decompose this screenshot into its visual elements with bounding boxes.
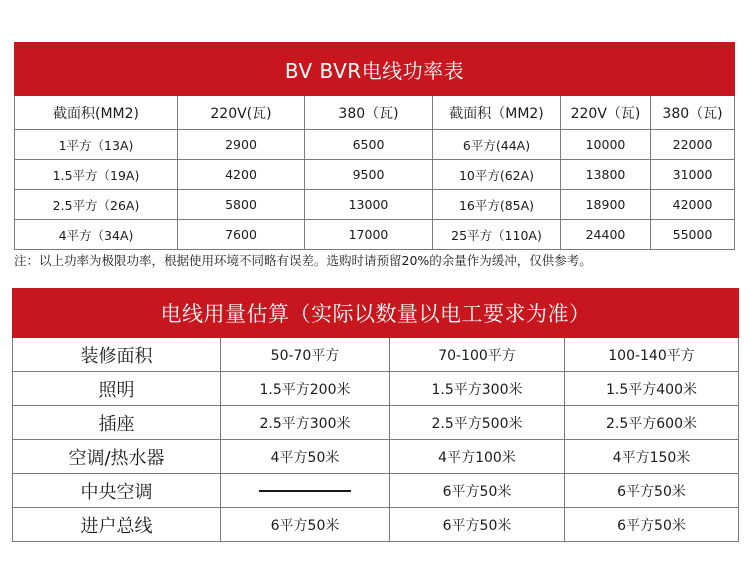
table-cell-empty xyxy=(221,474,390,508)
table-row xyxy=(13,440,739,474)
dash-line xyxy=(259,490,351,492)
table-cell: 2.5平方500米 xyxy=(390,406,565,440)
table-cell: 55000 xyxy=(651,220,735,250)
table-cell: 1.5平方400米 xyxy=(565,372,739,406)
table-cell: 7600 xyxy=(178,220,305,250)
table-cell: 6平方50米 xyxy=(390,474,565,508)
footnote: 注：以上功率为极限功率，根据使用环境不同略有误差。选购时请预留20%的余量作为缓冲，仅供参考。 xyxy=(14,253,592,268)
header-cell: 380（瓦) xyxy=(305,96,433,130)
table-cell: 24400 xyxy=(561,220,651,250)
table-cell: 31000 xyxy=(651,160,735,190)
row-label: 照明 xyxy=(13,372,221,406)
table-row xyxy=(15,220,735,250)
table-cell: 6平方50米 xyxy=(390,508,565,542)
row-label: 插座 xyxy=(13,406,221,440)
table-cell: 4200 xyxy=(178,160,305,190)
table-cell: 16平方(85A) xyxy=(433,190,561,220)
power-table xyxy=(14,42,735,250)
usage-table-title: 电线用量估算（实际以数量以电工要求为准） xyxy=(13,289,739,338)
header-cell: 220V（瓦) xyxy=(561,96,651,130)
table-cell: 2.5平方（26A) xyxy=(15,190,178,220)
table-cell: 1.5平方300米 xyxy=(390,372,565,406)
table-cell: 22000 xyxy=(651,130,735,160)
row-label: 中央空调 xyxy=(13,474,221,508)
header-cell: 装修面积 xyxy=(13,338,221,372)
table-cell: 10平方(62A) xyxy=(433,160,561,190)
table-cell: 13800 xyxy=(561,160,651,190)
table-cell: 2900 xyxy=(178,130,305,160)
table-cell: 6平方50米 xyxy=(221,508,390,542)
table-row xyxy=(13,372,739,406)
table-cell: 2.5平方300米 xyxy=(221,406,390,440)
table-cell: 18900 xyxy=(561,190,651,220)
table-cell: 4平方50米 xyxy=(221,440,390,474)
header-cell: 220V(瓦) xyxy=(178,96,305,130)
table-row xyxy=(15,130,735,160)
table-row xyxy=(13,508,739,542)
row-label: 进户总线 xyxy=(13,508,221,542)
table-cell: 2.5平方600米 xyxy=(565,406,739,440)
table-cell: 4平方100米 xyxy=(390,440,565,474)
table-cell: 1平方（13A) xyxy=(15,130,178,160)
power-table-header-row xyxy=(15,96,735,130)
table-row xyxy=(13,406,739,440)
table-cell: 9500 xyxy=(305,160,433,190)
table-cell: 13000 xyxy=(305,190,433,220)
table-cell: 4平方150米 xyxy=(565,440,739,474)
header-cell: 50-70平方 xyxy=(221,338,390,372)
row-label: 空调/热水器 xyxy=(13,440,221,474)
table-cell: 17000 xyxy=(305,220,433,250)
header-cell: 100-140平方 xyxy=(565,338,739,372)
table-row xyxy=(15,190,735,220)
table-cell: 6平方50米 xyxy=(565,474,739,508)
header-cell: 截面积（MM2) xyxy=(433,96,561,130)
table-cell: 10000 xyxy=(561,130,651,160)
header-cell: 截面积(MM2) xyxy=(15,96,178,130)
usage-table-header-row xyxy=(13,338,739,372)
table-cell: 25平方（110A) xyxy=(433,220,561,250)
table-cell: 4平方（34A) xyxy=(15,220,178,250)
table-cell: 6平方50米 xyxy=(565,508,739,542)
table-cell: 42000 xyxy=(651,190,735,220)
table-row xyxy=(13,474,739,508)
table-cell: 5800 xyxy=(178,190,305,220)
power-table-title: BV BVR电线功率表 xyxy=(15,43,735,96)
table-cell: 1.5平方（19A) xyxy=(15,160,178,190)
header-cell: 380（瓦) xyxy=(651,96,735,130)
table-cell: 1.5平方200米 xyxy=(221,372,390,406)
table-cell: 6500 xyxy=(305,130,433,160)
table-row xyxy=(15,160,735,190)
table-cell: 6平方(44A) xyxy=(433,130,561,160)
usage-table xyxy=(12,288,739,542)
header-cell: 70-100平方 xyxy=(390,338,565,372)
